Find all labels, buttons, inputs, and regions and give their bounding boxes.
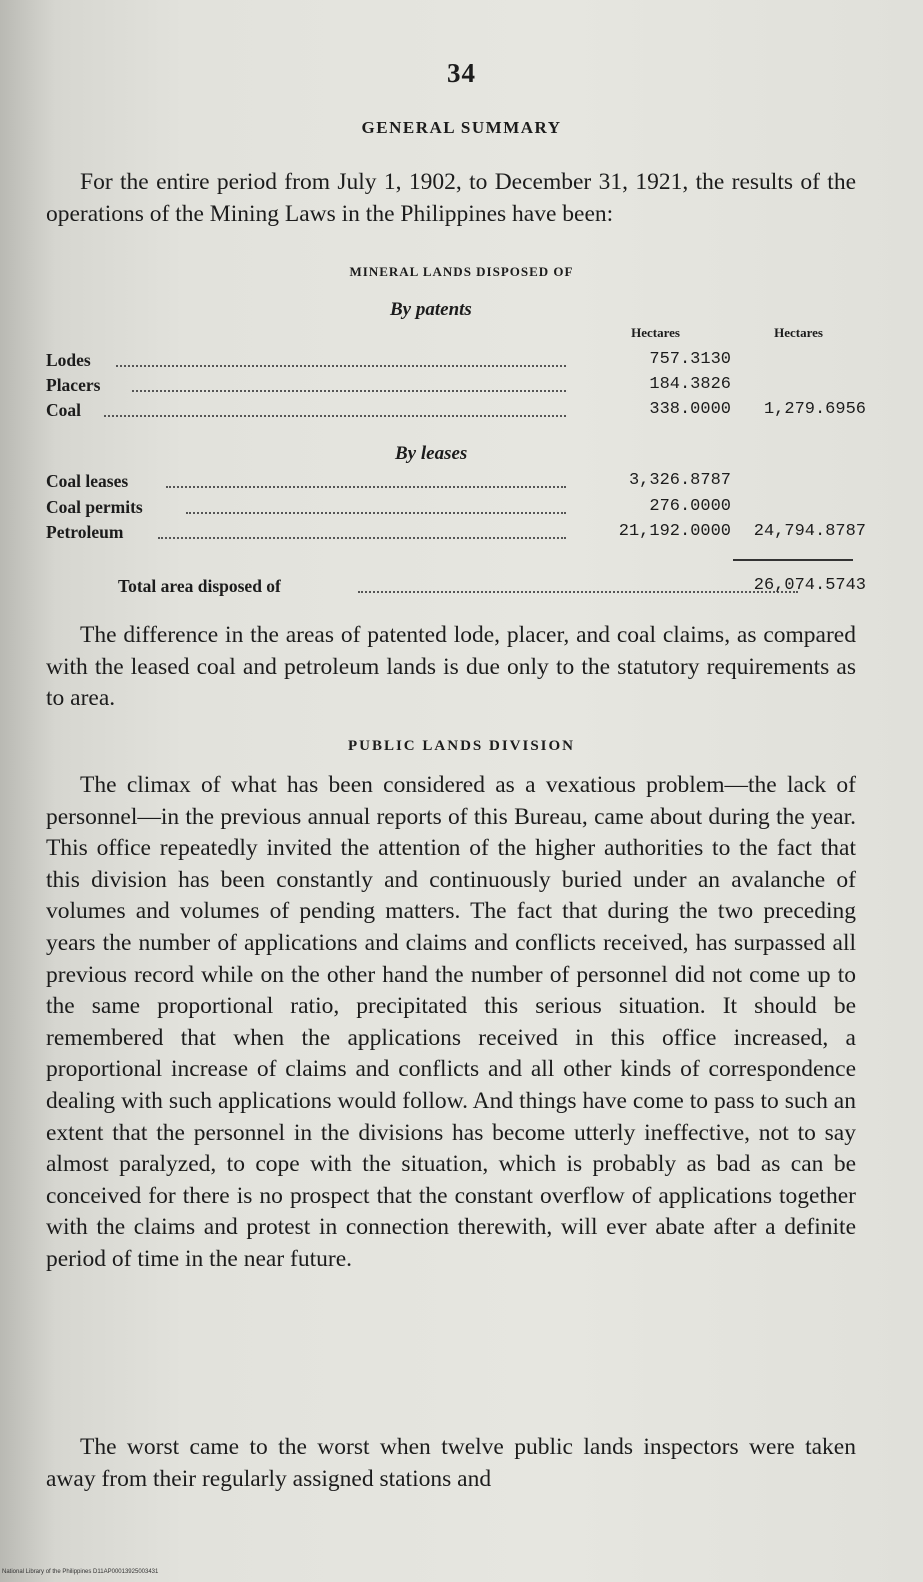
total-label: Total area disposed of [118, 576, 281, 596]
public-lands-paragraph-1: The climax of what has been considered as a vexatious problem—the lack of personnel—in the previous annual reports of this Bureau, came about during the year. This office repeatedly invited the attention of the higher authorities to the fact that this division has been constantly and continuously buried under an avalanche of volumes and volumes of pending matters. The fact that during the two preceding years the number of applications and claims and conflicts received, has surpassed all previous record while on the other hand the number of personnel did not come up to the same proportional ratio, precipitated this serious situation. It should be remembered that when the applications received in this office increased, a proportional increase of claims and conflicts and all other kinds of correspondence dealing with such applications would follow. And things have come to pass to such an extent that the personnel in the divisions has become utterly ineffective, not to say almost paralyzed, to cope with the situation, which is probably as bad as can be conceived for there is no prospect that the constant overflow of applications together with the claims and protest in connection therewith, will ever abate after a definite period of time in the near future. [46, 772, 856, 1272]
row-value: 338.0000 [649, 400, 731, 419]
difference-paragraph: The difference in the areas of patented lode, placer, and coal claims, as compared with the leased coal and petroleum lands is due only to the statutory requirements as to area. [46, 622, 856, 712]
row-label: Coal [46, 400, 81, 420]
row-label: Petroleum [46, 522, 124, 542]
table-row [46, 400, 866, 426]
public-lands-heading: PUBLIC LANDS DIVISION [347, 738, 576, 754]
leases-heading: By leases [395, 443, 468, 464]
table-row [46, 375, 866, 401]
row-value: 21,192.0000 [618, 522, 731, 541]
row-value: 184.3826 [649, 375, 731, 394]
leader-dots [116, 365, 566, 367]
leader-dots [358, 591, 798, 593]
row-subtotal: 1,279.6956 [763, 400, 866, 419]
col2-header: Hectares [774, 325, 823, 340]
row-label: Placers [46, 375, 101, 395]
table-row [46, 522, 866, 548]
scan-footer: National Library of the Philippines D11AP00013925003431 [2, 1569, 159, 1575]
patents-heading: By patents [390, 299, 472, 320]
table-row [46, 471, 866, 497]
intro-paragraph: For the entire period from July 1, 1902, to December 31, 1921, the results of the operations of the Mining Laws in the Philippines have been: [46, 169, 856, 227]
row-value: 757.3130 [649, 350, 731, 369]
public-lands-paragraph-2: The worst came to the worst when twelve public lands inspectors were taken away from their regularly assigned stations and [46, 1434, 856, 1492]
total-row [118, 576, 866, 602]
leader-dots [186, 512, 566, 514]
table-row [46, 497, 866, 523]
row-value: 3,326.8787 [628, 471, 731, 490]
col1-header: Hectares [631, 325, 680, 340]
row-label: Coal permits [46, 497, 143, 517]
table-row [46, 350, 866, 376]
row-value: 276.0000 [649, 497, 731, 516]
page-number: 34 [447, 58, 476, 88]
leader-dots [158, 537, 566, 539]
leader-dots [132, 390, 566, 392]
table-title: MINERAL LANDS DISPOSED OF [349, 264, 574, 279]
total-rule [733, 559, 853, 561]
total-value: 26,074.5743 [753, 576, 866, 595]
leader-dots [166, 486, 566, 488]
row-subtotal: 24,794.8787 [753, 522, 866, 541]
general-summary-heading: GENERAL SUMMARY [361, 118, 562, 137]
leader-dots [104, 415, 566, 417]
row-label: Lodes [46, 350, 91, 370]
row-label: Coal leases [46, 471, 129, 491]
